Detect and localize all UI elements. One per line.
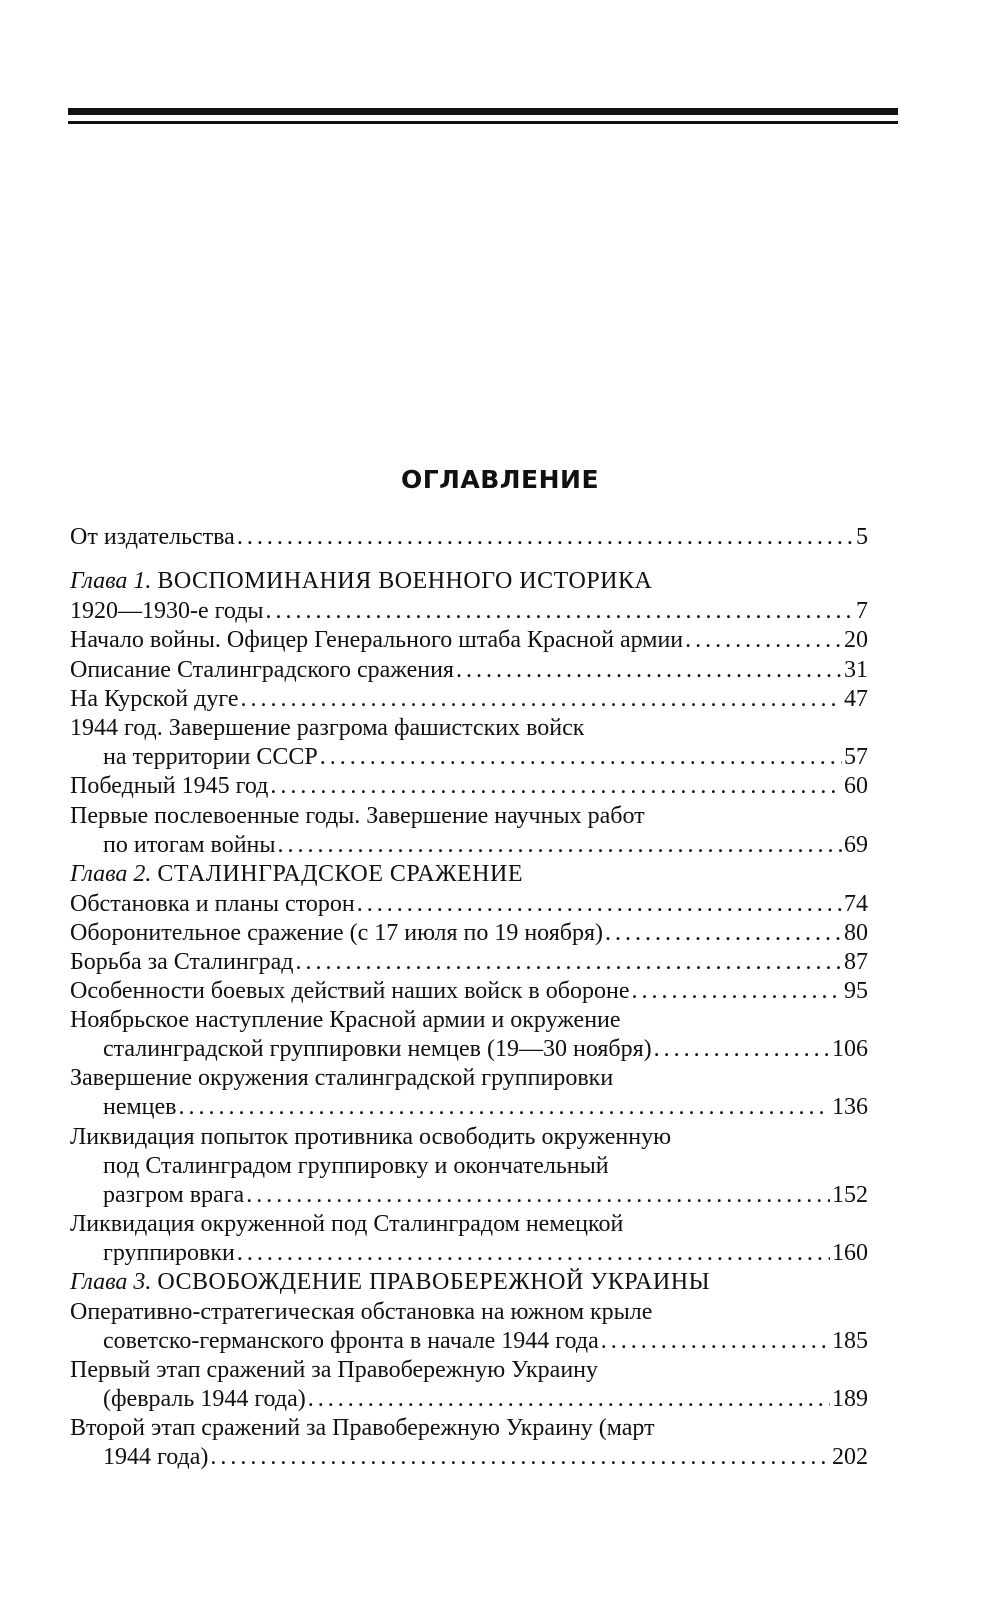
toc-entry-first-line[interactable]: Второй этап сражений за Правобережную Украину (март (70, 1415, 655, 1441)
toc-entry[interactable]: на территории СССР . . . 57 (103, 742, 868, 772)
page-title: ОГЛАВЛЕНИЕ (400, 465, 600, 494)
toc-entry[interactable]: сталинградской группировки немцев (19—30 ноября) . . . 106 (103, 1034, 868, 1064)
toc-entry-first-line[interactable]: Первый этап сражений за Правобережную Украину (70, 1357, 599, 1383)
toc-entry[interactable]: Описание Сталинградского сражения . . . 31 (70, 655, 868, 685)
toc-entry[interactable]: Особенности боевых действий наших войск в обороне . . . 95 (70, 976, 868, 1006)
toc-entry[interactable]: группировки . . . 160 (103, 1238, 868, 1268)
toc-entry-first-line[interactable]: Оперативно-стратегическая обстановка на южном крыле (70, 1299, 653, 1325)
toc-entry[interactable]: На Курской дуге . . . 47 (70, 684, 868, 714)
toc-entry-first-line[interactable]: 1944 год. Завершение разгрома фашистских войск (70, 715, 585, 741)
toc-entry-first-line[interactable]: Ликвидация попыток противника освободить окруженную (70, 1124, 672, 1150)
toc-entry[interactable]: разгром врага . . . 152 (103, 1180, 868, 1210)
toc-entry-middle-line[interactable]: под Сталинградом группировку и окончательный (103, 1153, 609, 1179)
toc-entry[interactable]: (февраль 1944 года) . . . 189 (103, 1384, 868, 1414)
chapter-heading: Глава 2. СТАЛИНГРАДСКОЕ СРАЖЕНИЕ (70, 861, 524, 887)
toc-entry[interactable]: Борьба за Сталинград . . . 87 (70, 947, 868, 977)
toc-entry[interactable]: Оборонительное сражение (с 17 июля по 19 ноября) . . . 80 (70, 918, 868, 948)
toc-entry-first-line[interactable]: Ноябрьское наступление Красной армии и окружение (70, 1007, 621, 1033)
toc-entry-first-line[interactable]: Ликвидация окруженной под Сталинградом немецкой (70, 1211, 624, 1237)
toc-entry-first-line[interactable]: Первые послевоенные годы. Завершение научных работ (70, 803, 645, 829)
toc-entry[interactable]: Начало войны. Офицер Генерального штаба Красной армии . . . 20 (70, 625, 868, 655)
chapter-heading: Глава 1. ВОСПОМИНАНИЯ ВОЕННОГО ИСТОРИКА (70, 568, 653, 594)
toc-entry[interactable]: 1920—1930-е годы . . . 7 (70, 596, 868, 626)
chapter-heading: Глава 3. ОСВОБОЖДЕНИЕ ПРАВОБЕРЕЖНОЙ УКРАИНЫ (70, 1269, 711, 1295)
toc-entry[interactable]: От издательства . . . 5 (70, 522, 868, 552)
toc-entry[interactable]: Обстановка и планы сторон . . . 74 (70, 889, 868, 919)
toc-entry[interactable]: советско-германского фронта в начале 1944 года . . . 185 (103, 1326, 868, 1356)
toc-entry-first-line[interactable]: Завершение окружения сталинградской группировки (70, 1065, 614, 1091)
toc-entry[interactable]: Победный 1945 год . . . 60 (70, 771, 868, 801)
toc-entry[interactable]: 1944 года) . . . 202 (103, 1442, 868, 1472)
toc-entry[interactable]: по итогам войны . . . 69 (103, 830, 868, 860)
toc-entry[interactable]: немцев . . . 136 (103, 1092, 868, 1122)
